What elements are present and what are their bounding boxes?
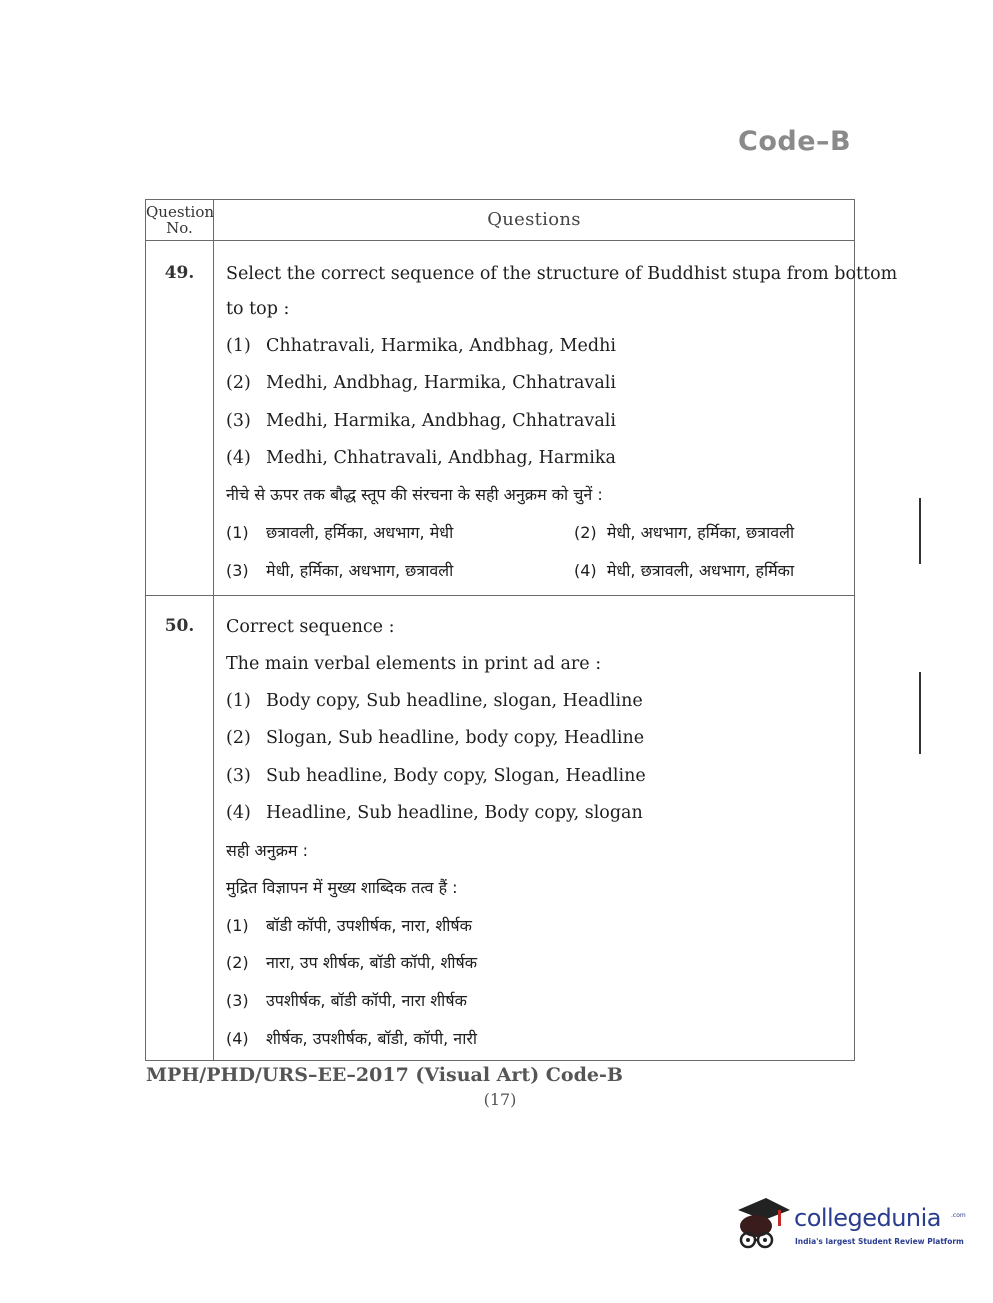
row-divider bbox=[146, 595, 854, 596]
q50-option-3: (3) Sub headline, Body copy, Slogan, Headline bbox=[226, 766, 646, 786]
q49-hindi-option-2: (2) मेधी, अधभाग, हर्मिका, छत्रावली bbox=[574, 523, 795, 542]
q50-hindi-option-1: (1) बॉडी कॉपी, उपशीर्षक, नारा, शीर्षक bbox=[226, 916, 472, 935]
q50-option-1: (1) Body copy, Sub headline, slogan, Headline bbox=[226, 691, 643, 711]
mascot-icon bbox=[732, 1196, 794, 1256]
question-number-50: 50. bbox=[164, 616, 195, 636]
q49-hindi-options-row1 bbox=[226, 522, 846, 544]
q49-option-4: (4) Medhi, Chhatravali, Andbhag, Harmika bbox=[226, 448, 616, 468]
q50-hindi-option-3: (3) उपशीर्षक, बॉडी कॉपी, नारा शीर्षक bbox=[226, 991, 467, 1010]
question-table bbox=[145, 199, 898, 1061]
q49-hindi-option-3: (3) मेधी, हर्मिका, अधभाग, छत्रावली bbox=[226, 561, 454, 580]
paper-code: Code–B bbox=[738, 126, 852, 157]
column-header-question-no: Question No. bbox=[146, 203, 215, 237]
q49-hindi-stem: नीचे से ऊपर तक बौद्ध स्तूप की संरचना के सही अनुक्रम को चुनें : bbox=[226, 485, 603, 504]
logo-wordmark: collegedunia bbox=[794, 1204, 942, 1232]
q50-stem-line2: The main verbal elements in print ad are : bbox=[226, 654, 602, 674]
q50-stem-line1: Correct sequence : bbox=[226, 617, 395, 637]
column-divider bbox=[213, 200, 214, 1060]
q49-hindi-option-1: (1) छत्रावली, हर्मिका, अधभाग, मेधी bbox=[226, 523, 454, 542]
q49-option-3: (3) Medhi, Harmika, Andbhag, Chhatravali bbox=[226, 411, 616, 431]
q49-hindi-options-row2 bbox=[226, 560, 846, 582]
collegedunia-logo bbox=[732, 1196, 966, 1256]
column-header-questions: Questions bbox=[487, 209, 581, 230]
scan-mark bbox=[919, 672, 921, 754]
logo-tagline: India's largest Student Review Platform bbox=[795, 1237, 964, 1246]
q49-stem-line2: to top : bbox=[226, 299, 290, 319]
header-divider bbox=[146, 240, 854, 241]
q49-option-1: (1) Chhatravali, Harmika, Andbhag, Medhi bbox=[226, 336, 616, 356]
q50-hindi-stem1: सही अनुक्रम : bbox=[226, 841, 308, 860]
logo-suffix: .com bbox=[951, 1212, 966, 1219]
q50-hindi-stem2: मुद्रित विज्ञापन में मुख्य शाब्दिक तत्व हैं : bbox=[226, 878, 458, 897]
scan-mark bbox=[919, 498, 921, 564]
page-number: (17) bbox=[483, 1090, 517, 1109]
q49-stem-line1: Select the correct sequence of the structure of Buddhist stupa from bottom bbox=[226, 264, 898, 284]
q50-hindi-option-4: (4) शीर्षक, उपशीर्षक, बॉडी, कॉपी, नारी bbox=[226, 1029, 478, 1048]
q50-hindi-option-2: (2) नारा, उप शीर्षक, बॉडी कॉपी, शीर्षक bbox=[226, 953, 478, 972]
footer-title: MPH/PHD/URS–EE–2017 (Visual Art) Code-B bbox=[146, 1064, 623, 1086]
q49-hindi-option-4: (4) मेधी, छत्रावली, अधभाग, हर्मिका bbox=[574, 561, 795, 580]
q49-option-2: (2) Medhi, Andbhag, Harmika, Chhatravali bbox=[226, 373, 616, 393]
q50-option-2: (2) Slogan, Sub headline, body copy, Headline bbox=[226, 728, 645, 748]
question-number-49: 49. bbox=[164, 263, 195, 283]
q50-option-4: (4) Headline, Sub headline, Body copy, slogan bbox=[226, 803, 643, 823]
